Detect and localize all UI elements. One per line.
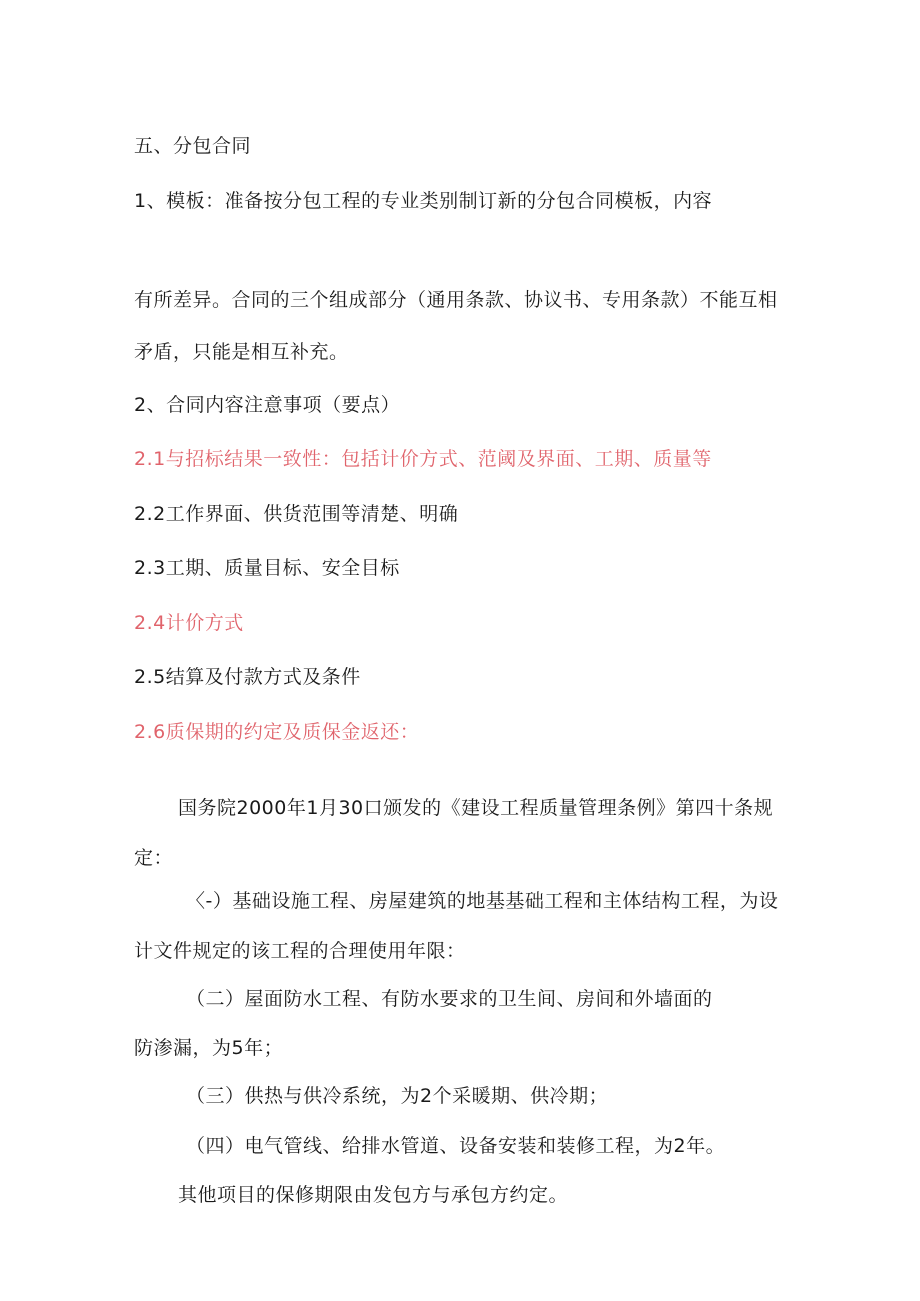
clause2-line2: 防渗漏，为5年； <box>134 1037 284 1059</box>
item2-5: 2.5结算及付款方式及条件 <box>134 666 361 688</box>
regulation-line1: 国务院2000年1月30口颁发的《建设工程质量管理条例》第四十条规 <box>178 797 774 819</box>
clause1-line1: 〈-）基础设施工程、房屋建筑的地基基础工程和主体结构工程，为设 <box>186 890 779 912</box>
item2-2: 2.2工作界面、供货范围等清楚、明确 <box>134 503 459 525</box>
clause4: （四）电气管线、给排水管道、设备安装和装修工程，为2年。 <box>186 1135 726 1157</box>
item2-heading: 2、合同内容注意事项（要点） <box>134 394 401 416</box>
section-title: 五、分包合同 <box>134 135 252 157</box>
item1-line1: 1、模板：准备按分包工程的专业类别制订新的分包合同模板，内容 <box>134 190 713 212</box>
item1-line2: 有所差异。合同的三个组成部分（通用条款、协议书、专用条款）不能互相 <box>134 289 778 311</box>
item2-6-highlighted: 2.6质保期的约定及质保金返还： <box>134 721 420 743</box>
clause2-line1: （二）屋面防水工程、有防水要求的卫生间、房间和外墙面的 <box>186 988 713 1010</box>
regulation-line2: 定： <box>134 847 174 869</box>
closing-line: 其他项目的保修期限由发包方与承包方约定。 <box>178 1184 569 1206</box>
item1-line3: 矛盾，只能是相互补充。 <box>134 341 349 363</box>
clause3: （三）供热与供冷系统，为2个采暖期、供冷期； <box>186 1085 609 1107</box>
item2-1-highlighted: 2.1与招标结果一致性：包括计价方式、范阈及界面、工期、质量等 <box>134 448 712 470</box>
item2-3: 2.3工期、质量目标、安全目标 <box>134 557 400 579</box>
clause1-line2: 计文件规定的该工程的合理使用年限： <box>134 940 466 962</box>
item2-4-highlighted: 2.4计价方式 <box>134 612 244 634</box>
